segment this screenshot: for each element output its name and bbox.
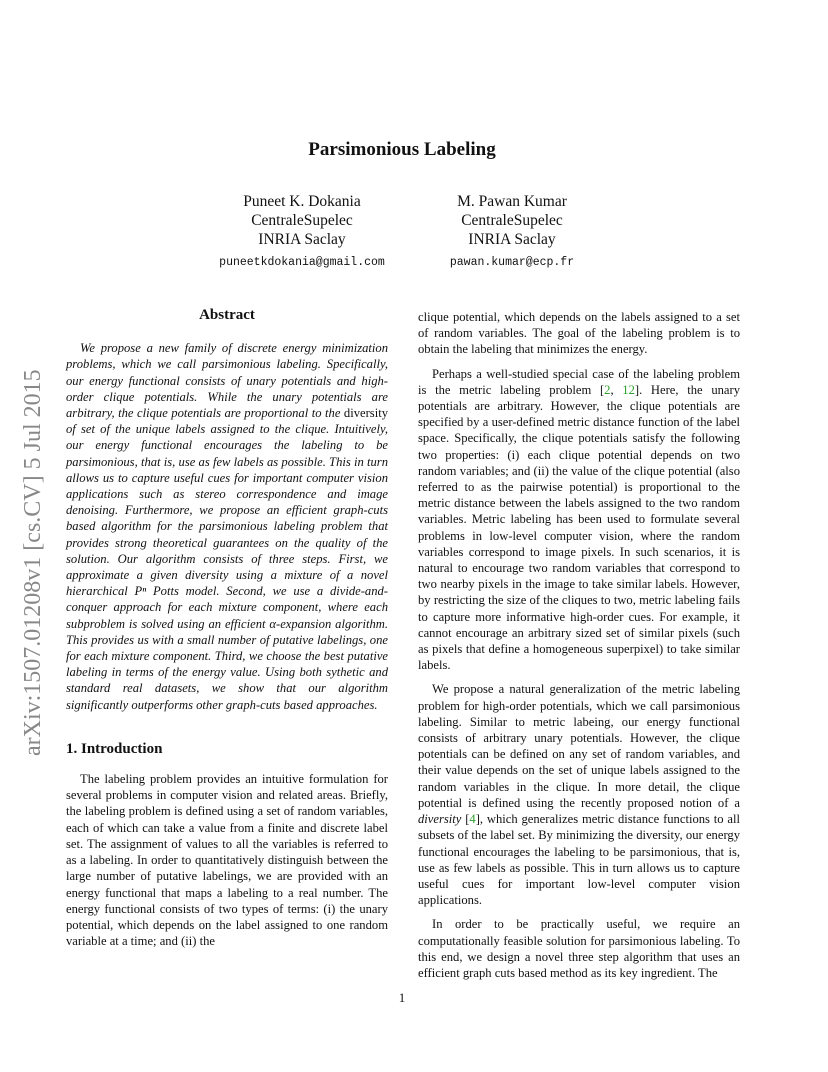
- abstract-heading: Abstract: [199, 307, 255, 323]
- author-affiliation: CentraleSupelec: [461, 212, 563, 229]
- page-number: 1: [398, 990, 406, 1005]
- paper-title: Parsimonious Labeling: [308, 139, 496, 160]
- author-email: puneetkdokania@gmail.com: [219, 256, 385, 269]
- abstract-text: We propose a new family of discrete energy minimization problems, which we call parsimonious labeling. Specifically, our energy functional consists of unary potentials and high-order clique potentials. While the unary potentials are arbitrary, the clique potentials are proportional to the diversity of set of the unique labels assigned to the clique. Intuitively, our energy functional encourages the labeling to be parsimonious, that is, use as few labels as possible. This in turn allows us to capture useful cues for important computer vision applications such as stereo correspondence and image denoising. Furthermore, we propose an efficient graph-cuts based algorithm for the parsimonious labeling problem that provides strong theoretical guarantees on the quality of the solution. Our algorithm consists of three steps. First, we approximate a given diversity using a mixture of a novel hierarchical Pⁿ Potts model. Second, we use a divide-and-conquer approach for each mixture component, where each subproblem is solved using an efficient α-expansion algorithm. This provides us with a small number of putative labelings, one for each mixture component. Third, we choose the best putative labeling in terms of the energy value. Using both sythetic and standard real datasets, we show that our algorithm significantly outperforms other graph-cuts based approaches.: [66, 341, 388, 712]
- body-paragraph: Perhaps a well-studied special case of the labeling problem is the metric labeling problem [2, 12]. Here, the unary potentials are arbitrary. However, the clique potentials are specified by a user-defined metric distance function of the label space. Specifically, the clique potentials satisfy the following two properties: (i) each clique potential depends on two random variables; and (ii) the value of the clique potential (also referred to as the pairwise potential) is proportional to the metric distance between the labels assigned to the two random variables. Metric labeling has been used to formulate several problems in low-level computer vision, where the random variables correspond to image pixels. In such scenarios, it is natural to encourage two random variables that correspond to two nearby pixels in the image to take similar labels. However, by restricting the size of the cliques to two, metric labeling fails to capture more informative high-order cues. For example, it cannot encourage an arbitrary sized set of similar pixels (such as pixels that define a homogeneous superpixel) to take similar labels.: [418, 366, 740, 673]
- author-affiliation: INRIA Saclay: [468, 231, 556, 248]
- author-block-1: [207, 192, 397, 272]
- left-column: [66, 307, 388, 957]
- body-paragraph: We propose a natural generalization of the metric labeling problem for high-order potentials, which we call parsimonious labeling. Similar to metric labeing, our energy functional consists of arbitrary unary potentials. However, the clique potentials can be defined on any set of random variables, and their value depends on the set of unique labels assigned to the random variables in the clique. In more detail, the clique potential is defined using the recently proposed notion of a diversity [4], which generalizes metric distance functions to all subsets of the label set. By minimizing the diversity, our energy functional encourages the labeling to be parsimonious, that is, use as few labels as possible. This in turn allows us to capture useful cues for important low-level computer vision applications.: [418, 682, 740, 908]
- intro-paragraph: The labeling problem provides an intuitive formulation for several problems in computer vision and related areas. Briefly, the labeling problem is defined using a set of random variables, each of which can take a value from a finite and discrete label set. The assignment of values to all the variables is referred to as a labeling. In order to quantitatively distinguish between the large number of putative labelings, we are provided with an energy functional that maps a labeling to a real number. The energy functional consists of two types of terms: (i) the unary potential, which depends on the label assigned to one random variable at a time; and (ii) the: [66, 772, 388, 949]
- body-paragraph: clique potential, which depends on the labels assigned to a set of random variables. The goal of the labeling problem is to obtain the labeling that minimizes the energy.: [418, 310, 740, 357]
- author-affiliation: CentraleSupelec: [251, 212, 353, 229]
- arxiv-stamp: arXiv:1507.01208v1 [cs.CV] 5 Jul 2015: [20, 369, 46, 756]
- section-heading-introduction: 1. Introduction: [66, 740, 163, 757]
- right-column: [418, 309, 740, 989]
- citation-link[interactable]: 12: [622, 382, 635, 397]
- author-name: M. Pawan Kumar: [457, 193, 567, 210]
- citation-link[interactable]: 2: [604, 382, 611, 397]
- citation-link[interactable]: 4: [469, 812, 476, 827]
- body-paragraph: In order to be practically useful, we require an computationally feasible solution for parsimonious labeling. To this end, we design a novel three step algorithm that uses an efficient graph cuts based method as its key ingredient. The: [418, 917, 740, 980]
- author-block-2: [422, 192, 602, 272]
- author-affiliation: INRIA Saclay: [258, 231, 346, 248]
- author-email: pawan.kumar@ecp.fr: [449, 256, 575, 269]
- author-name: Puneet K. Dokania: [243, 193, 361, 210]
